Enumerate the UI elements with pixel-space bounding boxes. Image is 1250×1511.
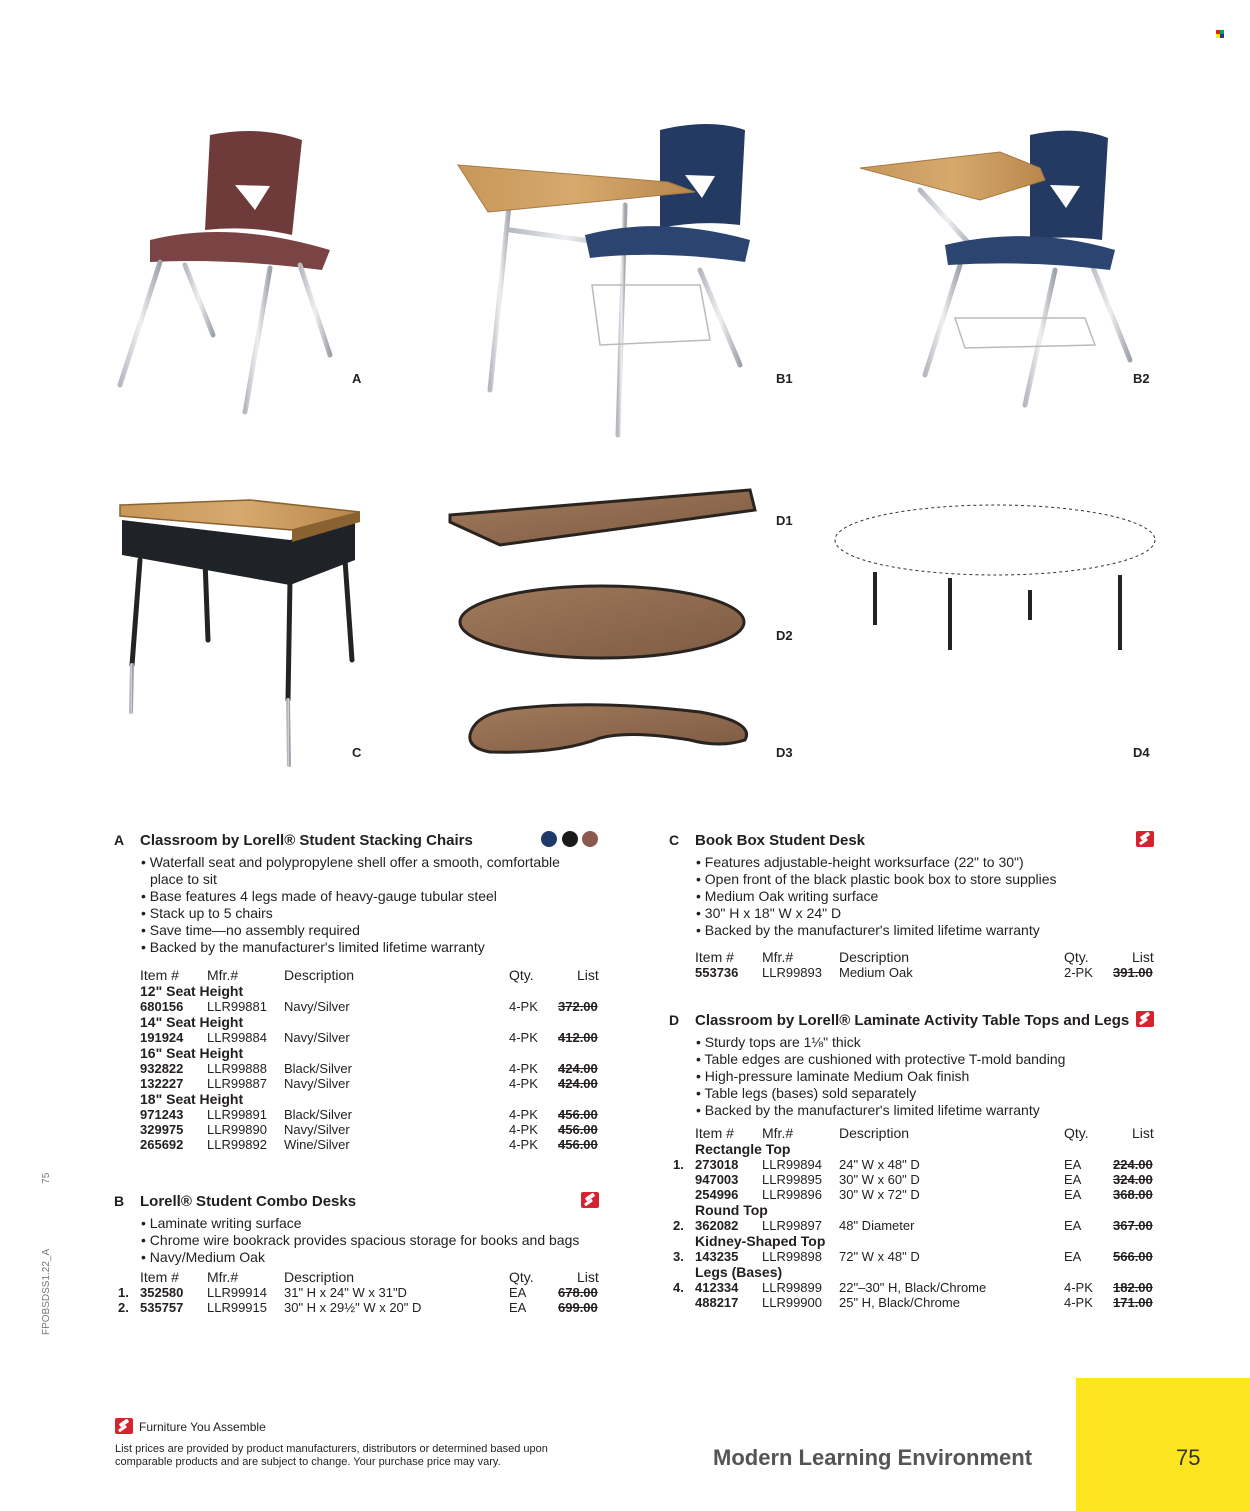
feature-item: • Waterfall seat and polypropylene shell offer a smooth, comfortable place to sit: [141, 854, 581, 888]
description: 48" Diameter: [839, 1218, 915, 1233]
quantity: EA: [509, 1300, 527, 1315]
mfr-number: LLR99893: [762, 965, 822, 980]
section-c: [669, 832, 1159, 992]
feature-item: • Features adjustable-height worksurface (22" to 30"): [696, 854, 1156, 871]
mfr-number: LLR99892: [207, 1137, 267, 1152]
table-row: [140, 1107, 600, 1122]
price-disclaimer-line-2: comparable products and are subject to change. Your purchase price may vary.: [115, 1456, 501, 1468]
section-title: Classroom by Lorell® Student Stacking Chairs: [140, 832, 473, 849]
table-row: [140, 1137, 600, 1152]
quantity: 2-PK: [1064, 965, 1093, 980]
description: Navy/Silver: [284, 1030, 350, 1045]
mfr-number: LLR99898: [762, 1249, 822, 1264]
row-index: 2.: [118, 1300, 129, 1315]
item-number: 488217: [695, 1295, 739, 1310]
quantity: 4-PK: [1064, 1280, 1093, 1295]
description: Black/Silver: [284, 1107, 352, 1122]
combo-desk-b1-image: [458, 124, 750, 435]
header-list: List: [1132, 949, 1154, 965]
feature-item: • Table legs (bases) sold separately: [696, 1085, 1156, 1102]
row-index: 2.: [673, 1218, 684, 1233]
group-label: Kidney-Shaped Top: [695, 1233, 826, 1249]
row-index: 1.: [118, 1285, 129, 1300]
header-description: Description: [839, 1125, 910, 1141]
rectangle-top-image: [450, 490, 755, 545]
feature-item: • Laminate writing surface: [141, 1215, 591, 1232]
quantity: 4-PK: [509, 1030, 538, 1045]
group-label: Legs (Bases): [695, 1264, 783, 1280]
feature-item: • Backed by the manufacturer's limited lifetime warranty: [696, 1102, 1156, 1119]
chair-a-image: [120, 131, 330, 412]
table-row: [140, 1122, 600, 1137]
list-price: 456.00: [558, 1137, 598, 1152]
item-number: 352580: [140, 1285, 184, 1300]
section-letter: B: [114, 1193, 125, 1209]
list-price: 324.00: [1113, 1172, 1153, 1187]
assembly-required-icon: [581, 1192, 599, 1208]
side-code-text: FPOBSDSS1.22_A: [41, 1249, 52, 1335]
section-a: [114, 832, 604, 1162]
figure-label-a: A: [352, 371, 362, 386]
assembly-required-icon: [1136, 831, 1154, 847]
figure-label-d1: D1: [776, 513, 793, 528]
group-label: 16" Seat Height: [140, 1045, 244, 1061]
feature-item: • Open front of the black plastic book box to store supplies: [696, 871, 1156, 888]
list-price: 456.00: [558, 1107, 598, 1122]
mfr-number: LLR99888: [207, 1061, 267, 1076]
side-code: [41, 1173, 52, 1335]
feature-item: • Sturdy tops are 1⅛" thick: [696, 1034, 1156, 1051]
row-index: 3.: [673, 1249, 684, 1264]
feature-list: [696, 1034, 1156, 1119]
header-qty: Qty.: [1064, 949, 1089, 965]
item-number: 680156: [140, 999, 184, 1014]
group-label: Rectangle Top: [695, 1141, 791, 1157]
table-row: [673, 1187, 1155, 1202]
quantity: EA: [1064, 1157, 1082, 1172]
header-mfr: Mfr.#: [762, 949, 794, 965]
section-letter: C: [669, 832, 680, 848]
table-row: [673, 1172, 1155, 1187]
header-description: Description: [284, 1269, 355, 1285]
section-letter: A: [114, 832, 125, 848]
mfr-number: LLR99890: [207, 1122, 267, 1137]
table-legs-image: [835, 505, 1155, 740]
feature-list: [696, 854, 1156, 939]
mfr-number: LLR99891: [207, 1107, 267, 1122]
item-number: 273018: [695, 1157, 739, 1172]
header-item: Item #: [140, 1269, 179, 1285]
header-mfr: Mfr.#: [207, 1269, 239, 1285]
quantity: EA: [1064, 1218, 1082, 1233]
color-swatch-navy: [541, 831, 557, 847]
list-price: 182.00: [1113, 1280, 1153, 1295]
item-number: 329975: [140, 1122, 184, 1137]
header-list: List: [577, 1269, 599, 1285]
quantity: EA: [1064, 1172, 1082, 1187]
list-price: 224.00: [1113, 1157, 1153, 1172]
description: Navy/Silver: [284, 1122, 350, 1137]
quantity: EA: [1064, 1249, 1082, 1264]
quantity: 4-PK: [509, 1122, 538, 1137]
description: 30" H x 29½" W x 20" D: [284, 1300, 422, 1315]
item-number: 362082: [695, 1218, 739, 1233]
feature-item: • Chrome wire bookrack provides spacious storage for books and bags: [141, 1232, 591, 1249]
table-row: [140, 999, 600, 1014]
feature-item: • High-pressure laminate Medium Oak finish: [696, 1068, 1156, 1085]
group-label: 12" Seat Height: [140, 983, 244, 999]
item-number: 191924: [140, 1030, 184, 1045]
assembly-required-icon: [1136, 1011, 1154, 1027]
item-number: 143235: [695, 1249, 739, 1264]
feature-list: [141, 854, 581, 956]
header-item: Item #: [695, 949, 734, 965]
table-row: [673, 1295, 1155, 1310]
mfr-number: LLR99914: [207, 1285, 267, 1300]
table-row: [118, 1285, 600, 1300]
quantity: 4-PK: [509, 1076, 538, 1091]
assembly-legend-icon: [115, 1418, 133, 1434]
list-price: 367.00: [1113, 1218, 1153, 1233]
section-title: Book Box Student Desk: [695, 832, 866, 849]
color-swatch-black: [562, 831, 578, 847]
quantity: 4-PK: [1064, 1295, 1093, 1310]
header-qty: Qty.: [1064, 1125, 1089, 1141]
list-price: 368.00: [1113, 1187, 1153, 1202]
feature-item: • Table edges are cushioned with protective T-mold banding: [696, 1051, 1156, 1068]
table-row: [140, 1061, 600, 1076]
list-price: 424.00: [558, 1076, 598, 1091]
figure-label-c: C: [352, 745, 362, 760]
section-b: [114, 1193, 604, 1323]
mfr-number: LLR99899: [762, 1280, 822, 1295]
header-item: Item #: [140, 967, 179, 983]
description: 22"–30" H, Black/Chrome: [839, 1280, 987, 1295]
feature-item: • Save time—no assembly required: [141, 922, 581, 939]
description: Navy/Silver: [284, 999, 350, 1014]
list-price: 171.00: [1113, 1295, 1153, 1310]
side-page-number: 75: [41, 1172, 52, 1184]
header-item: Item #: [695, 1125, 734, 1141]
mfr-number: LLR99887: [207, 1076, 267, 1091]
group-label: Round Top: [695, 1202, 768, 1218]
header-description: Description: [284, 967, 355, 983]
description: Medium Oak: [839, 965, 913, 980]
section-title: Lorell® Student Combo Desks: [140, 1193, 357, 1210]
list-price: 412.00: [558, 1030, 598, 1045]
description: 31" H x 24" W x 31"D: [284, 1285, 407, 1300]
figure-label-d3: D3: [776, 745, 793, 760]
list-price: 391.00: [1113, 965, 1153, 980]
section-letter: D: [669, 1012, 680, 1028]
description: 30" W x 72" D: [839, 1187, 920, 1202]
book-box-desk-image: [120, 500, 360, 765]
figure-label-d2: D2: [776, 628, 793, 643]
feature-item: • Stack up to 5 chairs: [141, 905, 581, 922]
item-number: 132227: [140, 1076, 184, 1091]
figure-label-d4: D4: [1133, 745, 1150, 760]
description: Wine/Silver: [284, 1137, 350, 1152]
assembly-legend-label: Furniture You Assemble: [139, 1420, 266, 1434]
quantity: EA: [1064, 1187, 1082, 1202]
mfr-number: LLR99884: [207, 1030, 267, 1045]
feature-item: • Backed by the manufacturer's limited lifetime warranty: [141, 939, 581, 956]
item-number: 932822: [140, 1061, 184, 1076]
table-row: [140, 1030, 600, 1045]
list-price: 372.00: [558, 999, 598, 1014]
item-number: 254996: [695, 1187, 739, 1202]
section-footer-title: Modern Learning Environment: [713, 1445, 1033, 1470]
feature-item: • Backed by the manufacturer's limited lifetime warranty: [696, 922, 1156, 939]
table-row: [673, 1249, 1155, 1264]
table-row: [118, 1300, 600, 1315]
header-list: List: [577, 967, 599, 983]
description: 72" W x 48" D: [839, 1249, 920, 1264]
description: 24" W x 48" D: [839, 1157, 920, 1172]
feature-item: • 30" H x 18" W x 24" D: [696, 905, 1156, 922]
feature-item: • Medium Oak writing surface: [696, 888, 1156, 905]
item-number: 265692: [140, 1137, 184, 1152]
item-number: 947003: [695, 1172, 739, 1187]
header-mfr: Mfr.#: [762, 1125, 794, 1141]
list-price: 456.00: [558, 1122, 598, 1137]
item-number: 971243: [140, 1107, 184, 1122]
feature-list: [141, 1215, 591, 1266]
figure-label-b1: B1: [776, 371, 793, 386]
mfr-number: LLR99895: [762, 1172, 822, 1187]
description: 25" H, Black/Chrome: [839, 1295, 960, 1310]
mfr-number: LLR99894: [762, 1157, 822, 1172]
mfr-number: LLR99915: [207, 1300, 267, 1315]
item-number: 535757: [140, 1300, 184, 1315]
quantity: 4-PK: [509, 1061, 538, 1076]
mfr-number: LLR99900: [762, 1295, 822, 1310]
item-number: 412334: [695, 1280, 739, 1295]
item-number: 553736: [695, 965, 739, 980]
description: 30" W x 60" D: [839, 1172, 920, 1187]
quantity: 4-PK: [509, 1107, 538, 1122]
feature-item: • Navy/Medium Oak: [141, 1249, 591, 1266]
page-number-tab: [1076, 1378, 1250, 1511]
description: Black/Silver: [284, 1061, 352, 1076]
header-description: Description: [839, 949, 910, 965]
group-label: 18" Seat Height: [140, 1091, 244, 1107]
color-swatch-wine: [582, 831, 598, 847]
list-price: 566.00: [1113, 1249, 1153, 1264]
round-top-image: [460, 586, 744, 658]
feature-item: • Base features 4 legs made of heavy-gauge tubular steel: [141, 888, 581, 905]
kidney-top-image: [470, 705, 747, 752]
description: Navy/Silver: [284, 1076, 350, 1091]
table-row: [673, 1280, 1155, 1295]
mfr-number: LLR99896: [762, 1187, 822, 1202]
header-qty: Qty.: [509, 1269, 534, 1285]
table-row: [140, 1076, 600, 1091]
header-qty: Qty.: [509, 967, 534, 983]
page-number: 75: [1176, 1445, 1201, 1470]
mfr-number: LLR99881: [207, 999, 267, 1014]
quantity: EA: [509, 1285, 527, 1300]
row-index: 4.: [673, 1280, 684, 1295]
header-mfr: Mfr.#: [207, 967, 239, 983]
quantity: 4-PK: [509, 999, 538, 1014]
header-list: List: [1132, 1125, 1154, 1141]
section-title: Classroom by Lorell® Laminate Activity Table Tops and Legs: [695, 1012, 1130, 1029]
quantity: 4-PK: [509, 1137, 538, 1152]
list-price: 678.00: [558, 1285, 598, 1300]
mfr-number: LLR99897: [762, 1218, 822, 1233]
section-d: [669, 1012, 1159, 1312]
figure-label-b2: B2: [1133, 371, 1150, 386]
group-label: 14" Seat Height: [140, 1014, 244, 1030]
table-row: [673, 1218, 1155, 1233]
price-disclaimer-line-1: List prices are provided by product manufacturers, distributors or determined based upon: [115, 1443, 548, 1455]
row-index: 1.: [673, 1157, 684, 1172]
list-price: 699.00: [558, 1300, 598, 1315]
list-price: 424.00: [558, 1061, 598, 1076]
table-row: [673, 1157, 1155, 1172]
combo-desk-b2-image: [860, 131, 1130, 405]
table-row: [695, 965, 1155, 980]
